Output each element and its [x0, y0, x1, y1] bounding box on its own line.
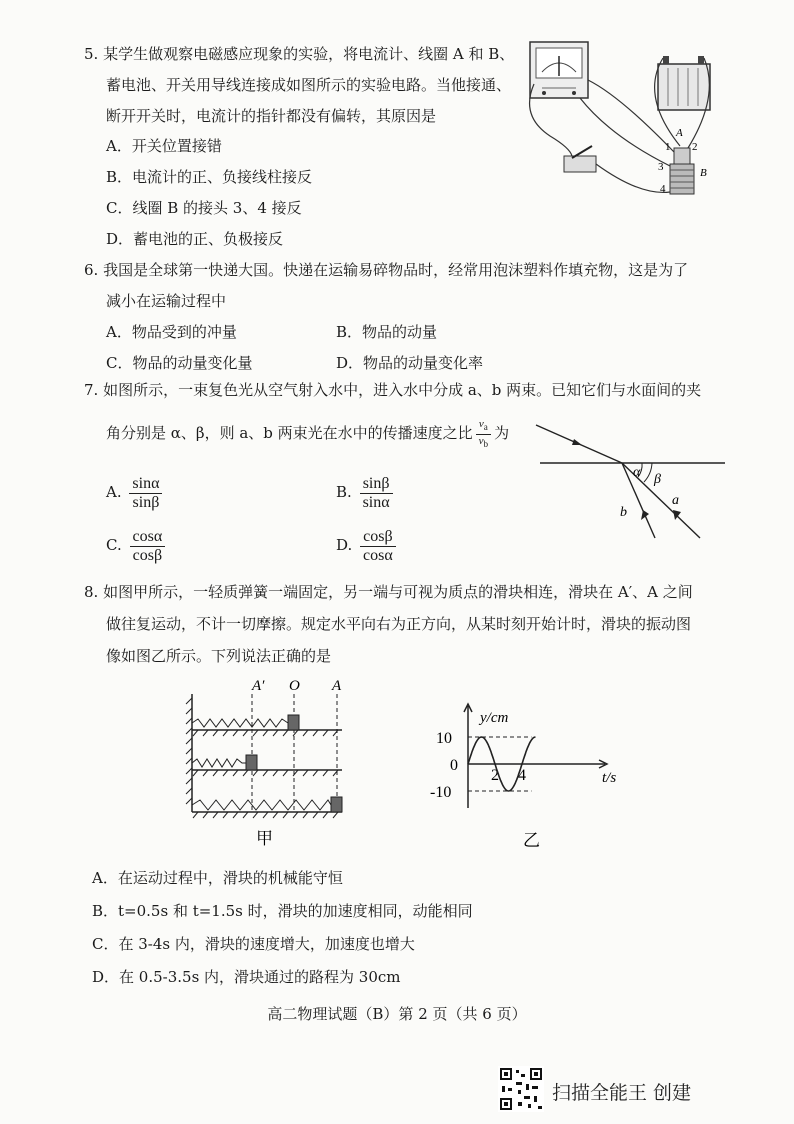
- terminal-4-label: 4: [660, 183, 666, 195]
- q8-number: 8.: [84, 583, 99, 601]
- q8-option-d: D．在 0.5-3.5s 内，滑块通过的路程为 30cm: [92, 968, 401, 986]
- incident-arrow-icon: [572, 439, 582, 445]
- y-tick-neg10: -10: [430, 784, 452, 801]
- slider-block-2: [246, 755, 257, 770]
- q6-option-d: D．物品的动量变化率: [336, 354, 484, 372]
- q5-stem-line3: 断开开关时，电流计的指针都没有偏转，其原因是: [106, 107, 437, 125]
- q8-stem-line2: 做往复运动，不计一切摩擦。规定水平向右为正方向，从某时刻开始计时，滑块的振动图: [106, 615, 692, 633]
- q7-velocity-ratio: $\frac{v_a}{v_b}$: [476, 418, 491, 449]
- q7-stem-line2: 角分别是 α、β，则 a、b 两束光在水中的传播速度之比 $\frac{v_a}{v_b}$ 为: [106, 418, 510, 449]
- q6-stem-line1: 6. 我国是全球第一快递大国。快递在运输易碎物品时，经常用泡沫塑料作填充物，这是为了: [84, 261, 689, 279]
- q7-number: 7.: [84, 381, 99, 399]
- slider-block-1: [288, 715, 299, 730]
- q5-option-d: D．蓄电池的正、负极接反: [106, 230, 284, 248]
- q5-stem-line1: 5. 某学生做观察电磁感应现象的实验，将电流计、线圈 A 和 B、: [84, 45, 515, 63]
- alpha-label: α: [633, 465, 641, 480]
- page-footer: 高二物理试题（B）第 2 页（共 6 页）: [267, 1005, 527, 1023]
- q8-stem-line3: 像如图乙所示。下列说法正确的是: [106, 647, 332, 665]
- y-tick-0: 0: [450, 757, 458, 774]
- q8-option-b: B．t=0.5s 和 t=1.5s 时，滑块的加速度相同，动能相同: [92, 902, 473, 920]
- coil-a-label: A: [676, 127, 683, 139]
- q8-vibration-graph: [420, 700, 630, 850]
- q8-spring-figure: [180, 672, 360, 852]
- q6-option-c: C．物品的动量变化量: [106, 354, 253, 372]
- q7-option-a: A. $\frac{\sin\alpha}{\sin\beta}$: [106, 470, 165, 514]
- q7-option-d: D. $\frac{\cos\beta}{\cos\alpha}$: [336, 523, 399, 567]
- ray-a-label: a: [672, 493, 679, 508]
- coil-icon: [670, 148, 694, 194]
- q7-refraction-figure: [530, 420, 730, 550]
- q6-option-b: B．物品的动量: [336, 323, 438, 341]
- q5-number: 5.: [84, 45, 99, 63]
- terminal-1-label: 1: [665, 141, 671, 153]
- coil-b-label: B: [700, 167, 707, 179]
- q6-number: 6.: [84, 261, 99, 279]
- q8-option-c: C．在 3-4s 内，滑块的速度增大，加速度也增大: [92, 935, 415, 953]
- x-tick-2: 2: [491, 767, 499, 784]
- q5-circuit-figure: [520, 36, 720, 216]
- x-axis-label: t/s: [602, 770, 617, 786]
- battery-icon: [658, 56, 710, 110]
- x-tick-4: 4: [518, 767, 526, 784]
- qr-code-icon: [498, 1066, 544, 1112]
- q5-option-c: C．线圈 B 的接头 3、4 接反: [106, 199, 302, 217]
- fig-yi-caption: 乙: [523, 831, 540, 850]
- label-a: A: [332, 678, 342, 694]
- q5-option-a: A．开关位置接错: [106, 137, 222, 155]
- terminal-2-label: 2: [692, 141, 698, 153]
- q7-stem-line1: 7. 如图所示，一束复色光从空气射入水中，进入水中分成 a、b 两束。已知它们与水面间的夹: [84, 381, 702, 399]
- q7-option-c: C. $\frac{\cos\alpha}{\cos\beta}$: [106, 523, 168, 567]
- q5-option-b: B．电流计的正、负接线柱接反: [106, 168, 313, 186]
- ray-b-label: b: [620, 505, 627, 520]
- scanner-watermark: 扫描全能王 创建: [552, 1082, 692, 1104]
- y-axis-label: y/cm: [480, 710, 509, 726]
- label-a-prime: A′: [252, 678, 265, 694]
- ray-b-arrow-icon: [641, 510, 649, 520]
- y-tick-10: 10: [436, 730, 452, 747]
- beta-label: β: [654, 472, 661, 487]
- q6-option-a: A．物品受到的冲量: [106, 323, 237, 341]
- q6-stem-line2: 减小在运输过程中: [106, 292, 227, 310]
- label-o: O: [289, 678, 300, 694]
- terminal-3-label: 3: [658, 161, 664, 173]
- q8-option-a: A．在运动过程中，滑块的机械能守恒: [92, 869, 343, 887]
- spring-1: [192, 719, 288, 727]
- fig-jia-caption: 甲: [256, 829, 273, 848]
- slider-block-3: [331, 797, 342, 812]
- spring-2: [192, 759, 246, 767]
- galvanometer-icon: [530, 42, 588, 98]
- q8-stem-line1: 8. 如图甲所示，一轻质弹簧一端固定，另一端与可视为质点的滑块相连，滑块在 A′、A 之间: [84, 583, 693, 601]
- q7-option-b: B. $\frac{\sin\beta}{\sin\alpha}$: [336, 470, 396, 514]
- spring-3: [192, 800, 331, 810]
- q5-stem-line2: 蓄电池、开关用导线连接成如图所示的实验电路。当他接通、: [106, 76, 512, 94]
